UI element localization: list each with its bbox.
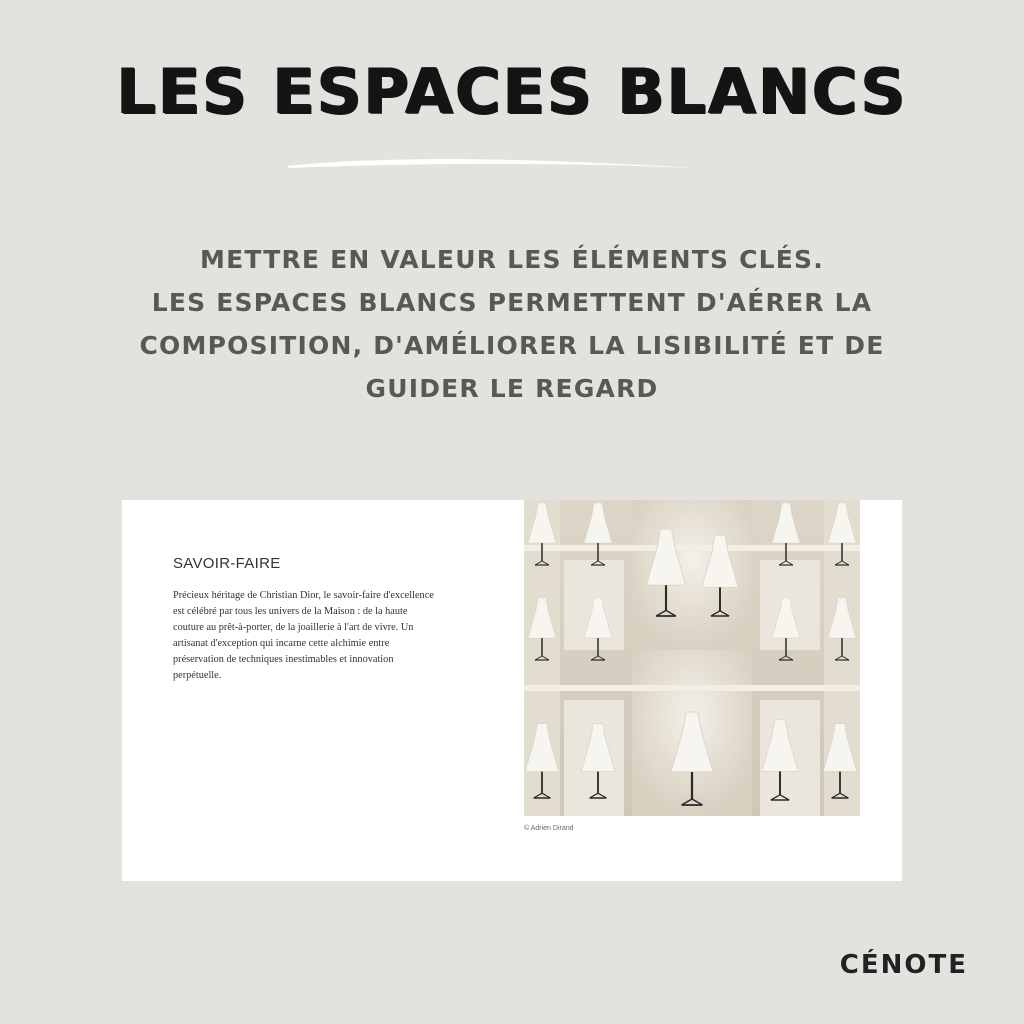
card-body-line: Précieux héritage de Christian Dior, le savoir-faire d'excellence [173,590,434,601]
brand-logo: CÉNOTE [839,950,968,980]
card-body-line: préservation de techniques inestimables et innovation [173,654,394,665]
dresses-display-photo [524,500,860,816]
card-body [173,588,473,684]
example-card [122,500,902,881]
subtitle [60,238,964,410]
brush-underline [285,150,695,180]
card-title: SAVOIR-FAIRE [173,555,281,572]
card-body-line: couture au prêt-à-porter, de la joaillerie à l'art de vivre. Un [173,622,414,633]
subtitle-line: LES ESPACES BLANCS PERMETTENT D'AÉRER LA [151,288,873,317]
card-body-line: artisanat d'exception qui incarne cette alchimie entre [173,638,390,649]
photo-credit: © Adrien Dirand [524,825,574,832]
subtitle-line: METTRE EN VALEUR LES ÉLÉMENTS CLÉS. [200,245,824,274]
page-title: LES ESPACES BLANCS [116,55,908,128]
subtitle-line: COMPOSITION, D'AMÉLIORER LA LISIBILITÉ ET DE [139,331,885,360]
card-body-line: perpétuelle. [173,670,222,681]
card-body-line: est célébré par tous les univers de la Maison : de la haute [173,606,408,617]
subtitle-line: GUIDER LE REGARD [365,374,659,403]
